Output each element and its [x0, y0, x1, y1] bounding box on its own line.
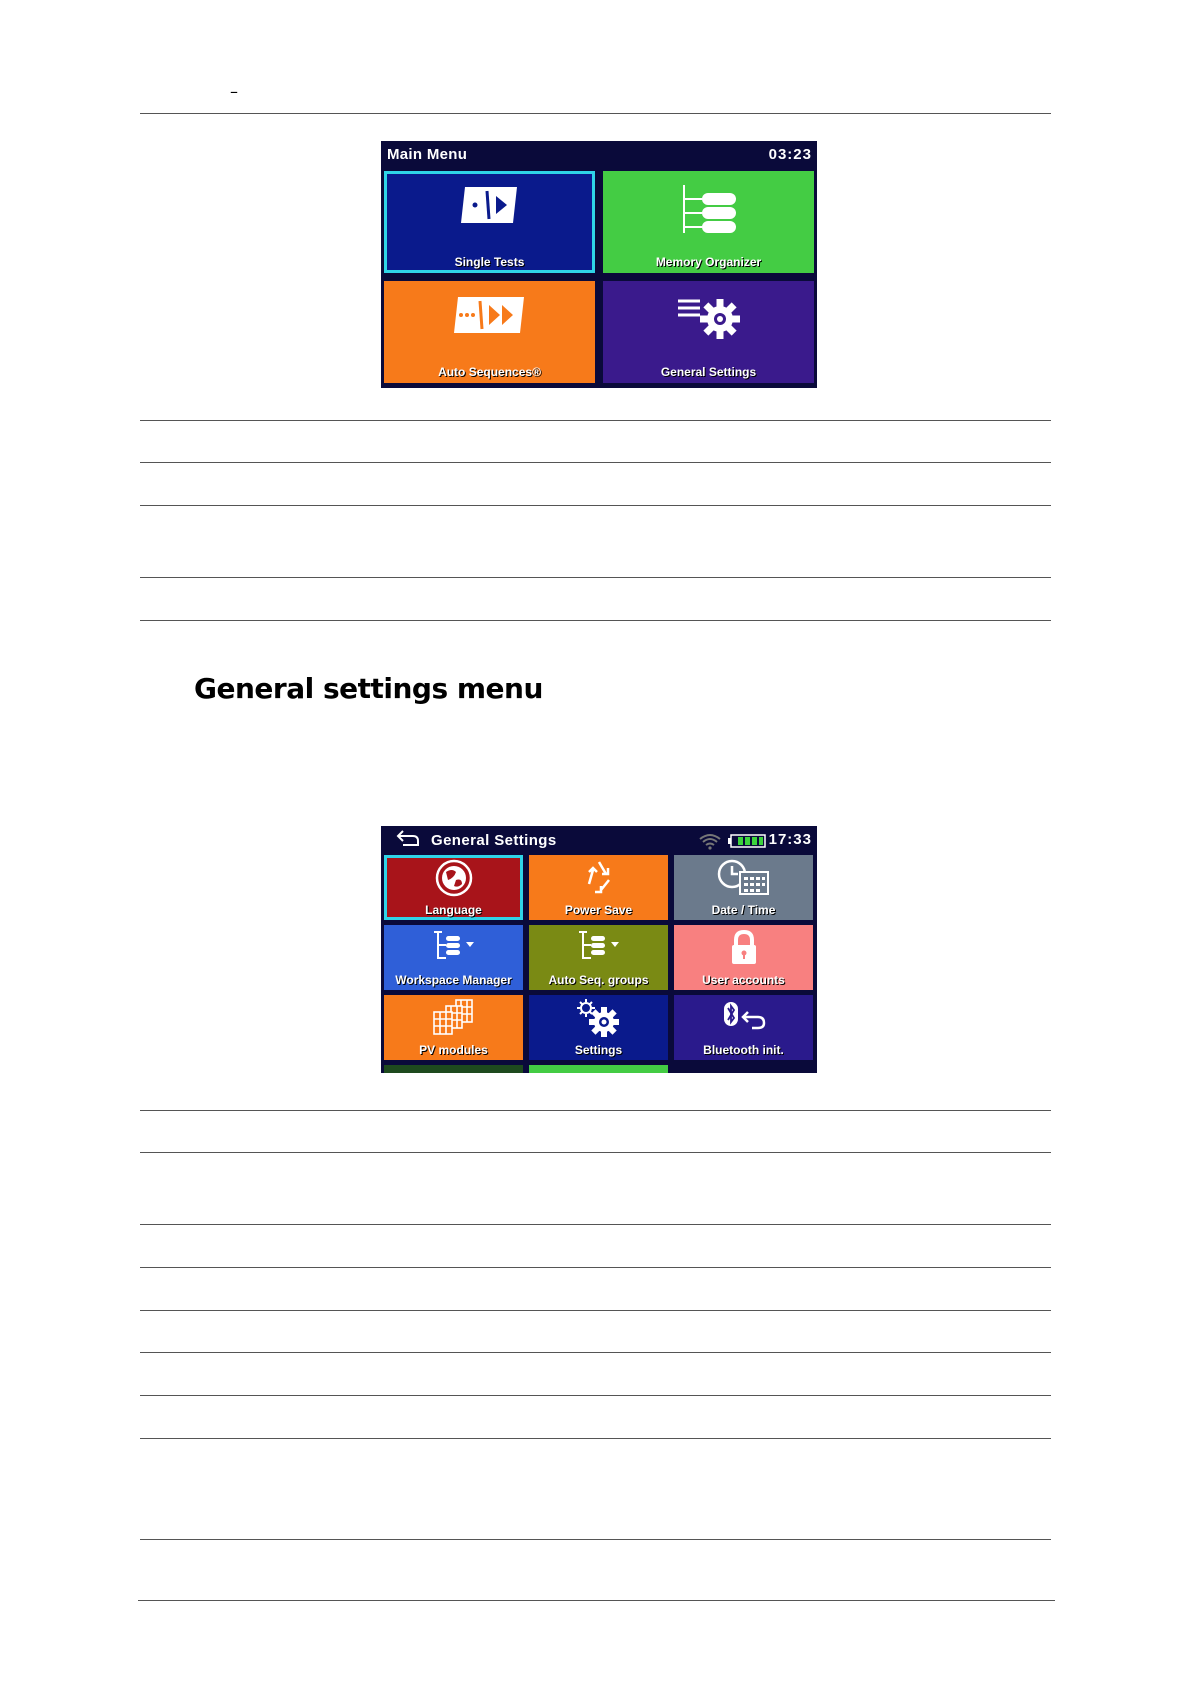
- tile-label: Date / Time: [711, 903, 776, 917]
- table-rule: [140, 1152, 1051, 1153]
- table-rule: [140, 620, 1051, 621]
- tile-auto-sequences[interactable]: [384, 281, 595, 383]
- single-tests-icon: [459, 183, 521, 227]
- tile-label: General Settings: [660, 365, 757, 379]
- screen-title: Main Menu: [387, 146, 468, 163]
- battery-icon: [728, 834, 766, 848]
- table-rule: [140, 462, 1051, 463]
- tile-power-save[interactable]: [529, 855, 668, 920]
- table-rule: [140, 1110, 1051, 1111]
- table-rule: [140, 1267, 1051, 1268]
- lock-icon: [724, 928, 764, 966]
- tile-date-time[interactable]: [674, 855, 813, 920]
- tile-single-tests[interactable]: [384, 171, 595, 273]
- table-rule: [140, 577, 1051, 578]
- tile-label: PV modules: [419, 1043, 488, 1057]
- tile-memory-organizer[interactable]: [603, 171, 814, 273]
- table-rule: [140, 420, 1051, 421]
- auto-seq-tree-icon: [571, 928, 627, 964]
- tile-label: User accounts: [702, 973, 785, 987]
- globe-icon: [434, 858, 474, 898]
- tile-label: Language: [425, 903, 482, 917]
- tile-label: Settings: [574, 1043, 623, 1057]
- recycle-icon: [579, 858, 619, 894]
- tile-general-settings[interactable]: [603, 281, 814, 383]
- tile-bluetooth-init[interactable]: [674, 995, 813, 1060]
- tile-label: Bluetooth init.: [703, 1043, 784, 1057]
- wifi-icon: [698, 832, 722, 850]
- memory-organizer-icon: [674, 183, 744, 243]
- table-rule: [140, 1438, 1051, 1439]
- tile-settings[interactable]: [529, 995, 668, 1060]
- back-arrow-icon[interactable]: [395, 829, 421, 849]
- main-menu-screen: [381, 141, 817, 388]
- auto-sequences-icon: [452, 293, 528, 337]
- tile-partial-next-row: [384, 1065, 523, 1073]
- tile-auto-seq-groups[interactable]: [529, 925, 668, 990]
- clock: 03:23: [768, 146, 812, 163]
- table-rule: [140, 1352, 1051, 1353]
- clock: 17:33: [768, 831, 812, 848]
- table-rule: [138, 1600, 1055, 1601]
- tile-workspace-manager[interactable]: [384, 925, 523, 990]
- tile-label: Memory Organizer: [655, 255, 762, 269]
- table-rule: [140, 505, 1051, 506]
- screen-title: General Settings: [431, 832, 557, 849]
- section-heading: General settings menu: [194, 672, 543, 705]
- workspace-tree-icon: [426, 928, 482, 964]
- settings-gears-icon: [574, 998, 624, 1038]
- tile-label: Workspace Manager: [395, 973, 512, 987]
- tile-partial-next-row: [529, 1065, 668, 1073]
- tile-language[interactable]: [384, 855, 523, 920]
- general-settings-icon: [674, 293, 744, 341]
- tile-label: Auto Sequences®: [438, 365, 541, 379]
- tile-label: Power Save: [564, 903, 633, 917]
- tile-pv-modules[interactable]: [384, 995, 523, 1060]
- table-rule: [140, 1539, 1051, 1540]
- bluetooth-icon: [718, 998, 770, 1034]
- general-settings-screen: [381, 826, 817, 1073]
- tile-user-accounts[interactable]: [674, 925, 813, 990]
- table-rule: [140, 1310, 1051, 1311]
- divider: [140, 113, 1051, 114]
- table-rule: [140, 1224, 1051, 1225]
- page-header-mark: –: [230, 82, 238, 101]
- tile-label: Auto Seq. groups: [548, 973, 649, 987]
- tile-label: Single Tests: [454, 255, 525, 269]
- table-rule: [140, 1395, 1051, 1396]
- clock-calendar-icon: [716, 858, 772, 898]
- pv-modules-icon: [430, 998, 478, 1036]
